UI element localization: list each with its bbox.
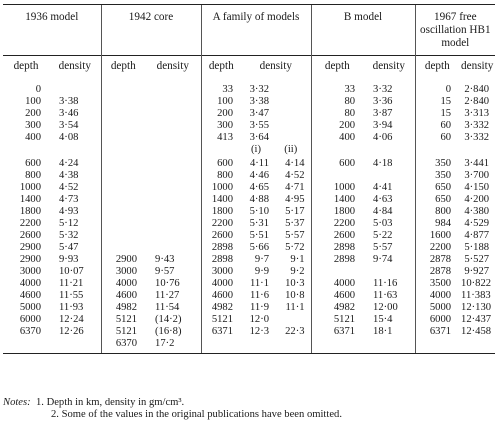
density-b-cell: 3·94 xyxy=(373,120,393,131)
earth-density-models-table xyxy=(3,4,495,354)
depth-1936-cell: 1000 xyxy=(19,182,41,193)
density-1967-cell: 2·840 xyxy=(464,96,490,107)
density-1936-cell: 11·55 xyxy=(59,290,84,301)
depth-1936-cell: 100 xyxy=(25,96,41,107)
density-a-i-cell: 5·51 xyxy=(249,230,270,241)
density-a-i-cell: 3·64 xyxy=(249,132,270,143)
depth-b-cell: 2200 xyxy=(311,218,363,230)
depth-1936-cell: 2600 xyxy=(19,230,41,241)
density-1942-cell: 9·57 xyxy=(155,266,175,277)
depth-1936-cell: 6370 xyxy=(19,326,41,337)
depth-1967-cell: 1600 xyxy=(415,230,459,242)
depth-b-cell: 600 xyxy=(311,158,363,170)
density-a-ii-cell: 5·72 xyxy=(285,242,305,253)
density-1967-cell: 3·313 xyxy=(464,108,490,119)
depth-1942-cell xyxy=(101,76,145,96)
depth-b-cell: 4600 xyxy=(311,290,363,302)
density-a-ii-cell xyxy=(275,132,311,144)
subheader-density: density xyxy=(459,56,495,77)
notes-label: Notes: xyxy=(3,397,31,408)
depth-1942-cell xyxy=(101,242,145,254)
density-1967-cell: 9·927 xyxy=(464,266,490,277)
density-a-i-cell xyxy=(241,338,275,354)
depth-1936-cell: 0 xyxy=(35,84,41,95)
depth-a-cell: 100 xyxy=(201,96,241,108)
density-1936-cell: 5·47 xyxy=(59,242,79,253)
depth-a-cell: 1400 xyxy=(201,194,241,206)
depth-1942-cell xyxy=(101,158,145,170)
density-1936-cell: 4·52 xyxy=(59,182,79,193)
depth-1967-cell: 15 xyxy=(415,108,459,120)
table-row xyxy=(3,170,495,182)
density-1942-cell xyxy=(145,96,201,108)
density-1936-cell: 11·93 xyxy=(59,302,84,313)
depth-1936-cell: 4600 xyxy=(19,290,41,301)
depth-b-cell xyxy=(311,338,363,354)
depth-1936-cell: 400 xyxy=(25,132,41,143)
density-b-cell: 4·06 xyxy=(373,132,393,143)
note-1-text: 1. Depth in km, density in gm/cm³. xyxy=(35,397,185,408)
density-1967-cell: 4·877 xyxy=(464,230,490,241)
header-a-family: A family of models xyxy=(201,5,311,56)
density-b-cell: 4·63 xyxy=(373,194,393,205)
depth-1942-cell xyxy=(101,206,145,218)
density-a-ii-cell xyxy=(275,96,311,108)
density-b-cell: 4·84 xyxy=(373,206,393,217)
table-row xyxy=(3,206,495,218)
depth-1936-cell: 1800 xyxy=(19,206,41,217)
density-b-cell xyxy=(363,266,415,278)
density-a-i-cell: 11·6 xyxy=(249,290,270,301)
density-1942-cell: 17·2 xyxy=(145,338,201,354)
density-b-cell: 4·41 xyxy=(373,182,393,193)
density-1967-cell xyxy=(459,338,495,354)
density-1942-cell: 11·54 xyxy=(155,302,180,313)
density-a-i-cell: 9·7 xyxy=(254,254,270,265)
density-1942-cell xyxy=(145,158,201,170)
density-b-cell: 12·00 xyxy=(373,302,398,313)
density-1967-cell: 4·150 xyxy=(464,182,490,193)
density-a-ii-cell: 5·37 xyxy=(285,218,305,229)
table-row xyxy=(3,338,495,354)
density-b-cell: 3·36 xyxy=(373,96,393,107)
density-1936-cell: 12·26 xyxy=(59,326,84,337)
density-b-cell: 11·16 xyxy=(373,278,398,289)
depth-1967-cell: 6000 xyxy=(415,314,459,326)
density-b-cell: 3·32 xyxy=(373,84,393,95)
density-1942-cell: 9·43 xyxy=(155,254,175,265)
density-a-i-cell: 12·0 xyxy=(249,314,270,325)
density-a-i-cell: 11·1 xyxy=(249,278,270,289)
density-1942-cell xyxy=(145,108,201,120)
depth-1942-cell xyxy=(101,218,145,230)
density-a-i-cell: 3·32 xyxy=(249,84,270,95)
density-1942-cell xyxy=(145,194,201,206)
density-b-cell: 5·57 xyxy=(373,242,393,253)
density-1942-cell xyxy=(145,182,201,194)
subheader-depth: depth xyxy=(101,56,145,77)
depth-b-cell xyxy=(311,170,363,182)
subheader-depth: depth xyxy=(311,56,363,77)
density-a-i-cell: 5·10 xyxy=(249,206,270,217)
table-row xyxy=(3,254,495,266)
density-b-cell: 9·74 xyxy=(373,254,393,265)
density-a-i-cell: 5·31 xyxy=(249,218,270,229)
header-row xyxy=(3,5,495,56)
density-a-ii-cell xyxy=(275,120,311,132)
density-a-ii-cell: 9·1 xyxy=(290,254,305,265)
depth-b-cell: 5121 xyxy=(311,314,363,326)
density-a-ii-cell xyxy=(275,314,311,326)
depth-1942-cell: 5121 xyxy=(101,326,145,338)
subheader-depth: depth xyxy=(415,56,459,77)
depth-1936-cell xyxy=(3,338,49,354)
depth-1936-cell: 200 xyxy=(25,108,41,119)
subheader-density: density xyxy=(363,56,415,77)
depth-1942-cell: 6370 xyxy=(101,338,145,354)
depth-1967-cell xyxy=(415,338,459,354)
depth-1942-cell xyxy=(101,182,145,194)
density-b-cell: 3·87 xyxy=(373,108,393,119)
depth-b-cell: 6371 xyxy=(311,326,363,338)
empty-cell xyxy=(145,144,201,158)
empty-cell xyxy=(101,144,145,158)
density-1942-cell xyxy=(145,206,201,218)
depth-b-cell: 80 xyxy=(311,96,363,108)
depth-a-cell: 2200 xyxy=(201,218,241,230)
density-1936-cell: 4·08 xyxy=(59,132,79,143)
variant-ii-label: (ii) xyxy=(284,144,298,155)
depth-b-cell: 1400 xyxy=(311,194,363,206)
depth-1936-cell: 2200 xyxy=(19,218,41,229)
depth-a-cell: 300 xyxy=(201,120,241,132)
depth-b-cell: 2898 xyxy=(311,254,363,266)
density-1936-cell: 4·24 xyxy=(59,158,79,169)
depth-1967-cell: 2878 xyxy=(415,254,459,266)
density-1967-cell: 4·200 xyxy=(464,194,490,205)
density-1942-cell xyxy=(145,132,201,144)
density-1936-cell xyxy=(49,338,101,354)
variant-i-label: (i) xyxy=(251,144,262,155)
depth-1967-cell: 60 xyxy=(415,132,459,144)
table-row xyxy=(3,230,495,242)
empty-cell xyxy=(311,144,363,158)
table-row xyxy=(3,120,495,132)
density-1942-cell: (16·8) xyxy=(155,326,182,337)
depth-a-cell: 600 xyxy=(201,158,241,170)
density-a-ii-cell: 10·8 xyxy=(285,290,305,301)
density-a-i-cell: 5·66 xyxy=(249,242,270,253)
depth-b-cell: 200 xyxy=(311,120,363,132)
depth-1942-cell xyxy=(101,230,145,242)
density-1942-cell xyxy=(145,218,201,230)
depth-a-cell: 2898 xyxy=(201,242,241,254)
depth-b-cell: 1800 xyxy=(311,206,363,218)
density-1936-cell: 4·73 xyxy=(59,194,79,205)
header-b-model: B model xyxy=(311,5,415,56)
table-row xyxy=(3,182,495,194)
density-1936-cell: 9·93 xyxy=(59,254,79,265)
table-row xyxy=(3,108,495,120)
density-1942-cell: (14·2) xyxy=(155,314,182,325)
depth-a-cell: 4000 xyxy=(201,278,241,290)
density-a-ii-cell: 5·57 xyxy=(285,230,305,241)
depth-1942-cell xyxy=(101,108,145,120)
table-row xyxy=(3,96,495,108)
density-a-ii-cell: 4·71 xyxy=(285,182,305,193)
depth-1967-cell: 2200 xyxy=(415,242,459,254)
depth-1967-cell: 650 xyxy=(415,182,459,194)
density-b-cell: 15·4 xyxy=(373,314,393,325)
depth-1967-cell: 984 xyxy=(415,218,459,230)
depth-1942-cell xyxy=(101,132,145,144)
depth-1942-cell xyxy=(101,194,145,206)
depth-b-cell: 80 xyxy=(311,108,363,120)
depth-1936-cell: 5000 xyxy=(19,302,41,313)
density-1936-cell: 10·07 xyxy=(59,266,84,277)
header-1936-model: 1936 model xyxy=(3,5,101,56)
density-1967-cell: 3·332 xyxy=(464,132,490,143)
depth-a-cell xyxy=(201,338,241,354)
density-1936-cell: 5·12 xyxy=(59,218,79,229)
density-1936-cell xyxy=(49,76,101,96)
depth-1942-cell: 2900 xyxy=(101,254,145,266)
density-1967-cell: 10·822 xyxy=(461,278,492,289)
density-b-cell: 4·18 xyxy=(373,158,393,169)
density-a-ii-cell: 22·3 xyxy=(285,326,305,337)
depth-1967-cell: 350 xyxy=(415,158,459,170)
density-1967-cell: 2·840 xyxy=(464,84,490,95)
depth-a-cell: 2600 xyxy=(201,230,241,242)
density-b-cell: 18·1 xyxy=(373,326,393,337)
density-1942-cell xyxy=(145,76,201,96)
density-1942-cell xyxy=(145,120,201,132)
empty-cell xyxy=(49,144,101,158)
depth-a-cell: 800 xyxy=(201,170,241,182)
density-b-cell: 11·63 xyxy=(373,290,398,301)
density-a-i-cell: 4·65 xyxy=(249,182,270,193)
density-a-ii-cell: 9·2 xyxy=(290,266,305,277)
density-1936-cell: 3·54 xyxy=(59,120,79,131)
density-1967-cell: 12·437 xyxy=(461,314,492,325)
density-a-i-cell: 11·9 xyxy=(249,302,270,313)
depth-a-cell: 1800 xyxy=(201,206,241,218)
depth-1967-cell: 2878 xyxy=(415,266,459,278)
density-1942-cell: 10·76 xyxy=(155,278,180,289)
density-b-cell xyxy=(363,338,415,354)
depth-1942-cell: 4000 xyxy=(101,278,145,290)
subheader-density: density xyxy=(241,56,311,77)
table-row xyxy=(3,290,495,302)
depth-1942-cell: 4982 xyxy=(101,302,145,314)
note-1 xyxy=(3,397,342,409)
depth-1942-cell: 4600 xyxy=(101,290,145,302)
depth-1936-cell: 3000 xyxy=(19,266,41,277)
density-1967-cell: 3·441 xyxy=(464,158,490,169)
table-row xyxy=(3,302,495,314)
depth-1942-cell: 5121 xyxy=(101,314,145,326)
depth-a-cell: 4600 xyxy=(201,290,241,302)
density-a-ii-cell: 5·17 xyxy=(285,206,305,217)
density-a-ii-cell: 10·3 xyxy=(285,278,305,289)
depth-a-cell: 4982 xyxy=(201,302,241,314)
depth-b-cell xyxy=(311,266,363,278)
density-1942-cell: 11·27 xyxy=(155,290,180,301)
density-1967-cell: 12·458 xyxy=(461,326,492,337)
density-1936-cell: 4·93 xyxy=(59,206,79,217)
variant-label-row xyxy=(3,144,495,158)
depth-1936-cell: 300 xyxy=(25,120,41,131)
subheader-depth: depth xyxy=(201,56,241,77)
density-a-ii-cell xyxy=(275,76,311,96)
density-a-i-cell: 4·88 xyxy=(249,194,270,205)
depth-a-cell: 5121 xyxy=(201,314,241,326)
density-1936-cell: 11·21 xyxy=(59,278,84,289)
depth-1942-cell xyxy=(101,170,145,182)
subheader-depth: depth xyxy=(3,56,49,77)
depth-1936-cell: 4000 xyxy=(19,278,41,289)
density-1967-cell: 3·700 xyxy=(464,170,490,181)
depth-a-cell: 200 xyxy=(201,108,241,120)
depth-1936-cell: 1400 xyxy=(19,194,41,205)
density-b-cell: 5·22 xyxy=(373,230,393,241)
depth-a-cell: 6371 xyxy=(201,326,241,338)
density-1936-cell: 3·38 xyxy=(59,96,79,107)
depth-1967-cell: 800 xyxy=(415,206,459,218)
depth-b-cell: 33 xyxy=(311,76,363,96)
depth-1936-cell: 800 xyxy=(25,170,41,181)
table-row xyxy=(3,314,495,326)
density-a-ii-cell: 4·95 xyxy=(285,194,305,205)
table-row xyxy=(3,158,495,170)
depth-1936-cell: 2900 xyxy=(19,254,41,265)
depth-b-cell: 2898 xyxy=(311,242,363,254)
table-row xyxy=(3,218,495,230)
depth-1942-cell xyxy=(101,120,145,132)
depth-b-cell: 1000 xyxy=(311,182,363,194)
table-row xyxy=(3,326,495,338)
depth-b-cell: 2600 xyxy=(311,230,363,242)
density-a-ii-cell xyxy=(275,338,311,354)
empty-cell xyxy=(3,144,49,158)
note-2: 2. Some of the values in the original publications have been omitted. xyxy=(51,409,342,420)
depth-1967-cell: 15 xyxy=(415,96,459,108)
density-a-ii-cell xyxy=(275,108,311,120)
depth-1936-cell: 2900 xyxy=(19,242,41,253)
depth-1967-cell: 60 xyxy=(415,120,459,132)
density-a-ii-cell: 4·14 xyxy=(285,158,305,169)
depth-1967-cell: 6371 xyxy=(415,326,459,338)
header-1942-core: 1942 core xyxy=(101,5,201,56)
density-1936-cell: 12·24 xyxy=(59,314,84,325)
depth-1936-cell: 600 xyxy=(25,158,41,169)
table-row xyxy=(3,266,495,278)
density-1942-cell xyxy=(145,242,201,254)
table-row xyxy=(3,278,495,290)
depth-1967-cell: 650 xyxy=(415,194,459,206)
density-1967-cell: 11·383 xyxy=(461,290,491,301)
table-container xyxy=(3,4,495,354)
depth-1967-cell: 4000 xyxy=(415,290,459,302)
density-1967-cell: 5·527 xyxy=(464,254,490,265)
depth-1967-cell: 3500 xyxy=(415,278,459,290)
density-1942-cell xyxy=(145,230,201,242)
density-b-cell xyxy=(363,170,415,182)
subheader-density: density xyxy=(145,56,201,77)
header-1967-hb1: 1967 free oscillation HB1 model xyxy=(415,5,495,56)
density-a-ii-cell: 4·52 xyxy=(285,170,305,181)
density-a-i-cell: 4·11 xyxy=(249,158,270,169)
density-1936-cell: 3·46 xyxy=(59,108,79,119)
density-1936-cell: 4·38 xyxy=(59,170,79,181)
density-a-i-cell: 9·9 xyxy=(254,266,270,277)
depth-b-cell: 4000 xyxy=(311,278,363,290)
depth-1967-cell: 0 xyxy=(415,76,459,96)
notes-section xyxy=(3,397,342,421)
density-1967-cell: 3·332 xyxy=(464,120,490,131)
density-a-i-cell: 3·38 xyxy=(249,96,270,107)
density-a-i-cell: 3·47 xyxy=(249,108,270,119)
subheader-density: density xyxy=(49,56,101,77)
table-row xyxy=(3,76,495,96)
depth-1936-cell: 6000 xyxy=(19,314,41,325)
density-a-i-cell: 4·46 xyxy=(249,170,270,181)
empty-cell xyxy=(363,144,415,158)
depth-1967-cell: 5000 xyxy=(415,302,459,314)
density-a-ii-cell: 11·1 xyxy=(285,302,305,313)
empty-cell xyxy=(201,144,241,158)
depth-1942-cell: 3000 xyxy=(101,266,145,278)
depth-a-cell: 2898 xyxy=(201,254,241,266)
depth-1942-cell xyxy=(101,96,145,108)
density-b-cell: 5·03 xyxy=(373,218,393,229)
density-1967-cell: 4·380 xyxy=(464,206,490,217)
density-1942-cell xyxy=(145,170,201,182)
density-1936-cell: 5·32 xyxy=(59,230,79,241)
density-a-i-cell: 12·3 xyxy=(249,326,270,337)
depth-a-cell: 3000 xyxy=(201,266,241,278)
density-1967-cell: 12·130 xyxy=(461,302,492,313)
table-body xyxy=(3,76,495,354)
table-row xyxy=(3,194,495,206)
density-a-i-cell: 3·55 xyxy=(249,120,270,131)
table-row xyxy=(3,132,495,144)
depth-a-cell: 1000 xyxy=(201,182,241,194)
depth-a-cell: 413 xyxy=(201,132,241,144)
depth-1967-cell: 350 xyxy=(415,170,459,182)
empty-cell xyxy=(415,144,459,158)
depth-a-cell: 33 xyxy=(201,76,241,96)
density-1967-cell: 5·188 xyxy=(464,242,490,253)
density-1967-cell: 4·529 xyxy=(464,218,490,229)
empty-cell xyxy=(459,144,495,158)
table-row xyxy=(3,242,495,254)
depth-b-cell: 400 xyxy=(311,132,363,144)
subheader-row xyxy=(3,56,495,77)
depth-b-cell: 4982 xyxy=(311,302,363,314)
